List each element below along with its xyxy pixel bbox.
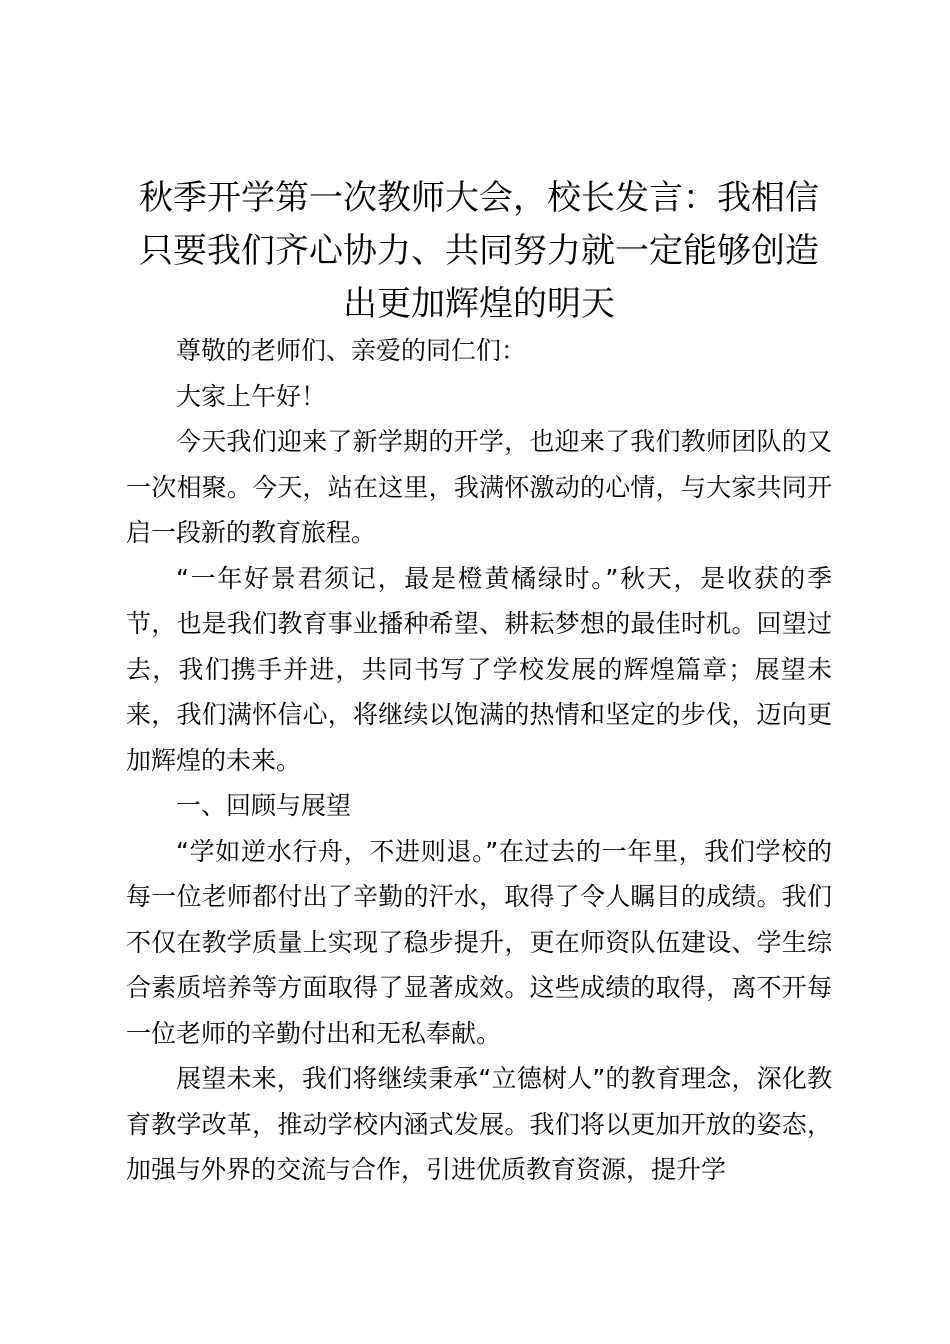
autumn-paragraph: “一年好景君须记，最是橙黄橘绿时。”秋天，是收获的季节，也是我们教育事业播种希望、耕耘梦想的最佳时机。回望过去，我们携手并进，共同书写了学校发展的辉煌篇章；展望未来，我们满怀信心，将继续以饱满的热情和坚定的步伐，迈向更加辉煌的未来。	[126, 563, 832, 775]
salutation-paragraph: 尊敬的老师们、亲爱的同仁们：	[176, 336, 527, 365]
title-line-3: 出更加辉煌的明天	[343, 284, 615, 324]
section-heading: 一、回顾与展望	[176, 791, 352, 820]
outlook-paragraph: 展望未来，我们将继续秉承“立德树人”的教育理念，深化教育教学改革，推动学校内涵式发展。我们将以更加开放的姿态，加强与外界的交流与合作，引进优质教育资源，提升学	[126, 1064, 832, 1184]
title-line-1: 秋季开学第一次教师大会，校长发言：我相信	[139, 178, 819, 218]
title-line-2: 只要我们齐心协力、共同努力就一定能够创造	[139, 231, 819, 271]
document-body	[126, 328, 832, 1193]
document-title	[126, 172, 832, 331]
greeting-paragraph: 大家上午好！	[176, 381, 327, 411]
review-paragraph: “学如逆水行舟，不进则退。”在过去的一年里，我们学校的每一位老师都付出了辛勤的汗水，取得了令人瞩目的成绩。我们不仅在教学质量上实现了稳步提升，更在师资队伍建设、学生综合素质培养等方面取得了显著成效。这些成绩的取得，离不开每一位老师的辛勤付出和无私奉献。	[126, 836, 832, 1048]
opening-paragraph: 今天我们迎来了新学期的开学，也迎来了我们教师团队的又一次相聚。今天，站在这里，我满怀激动的心情，与大家共同开启一段新的教育旅程。	[126, 427, 832, 547]
